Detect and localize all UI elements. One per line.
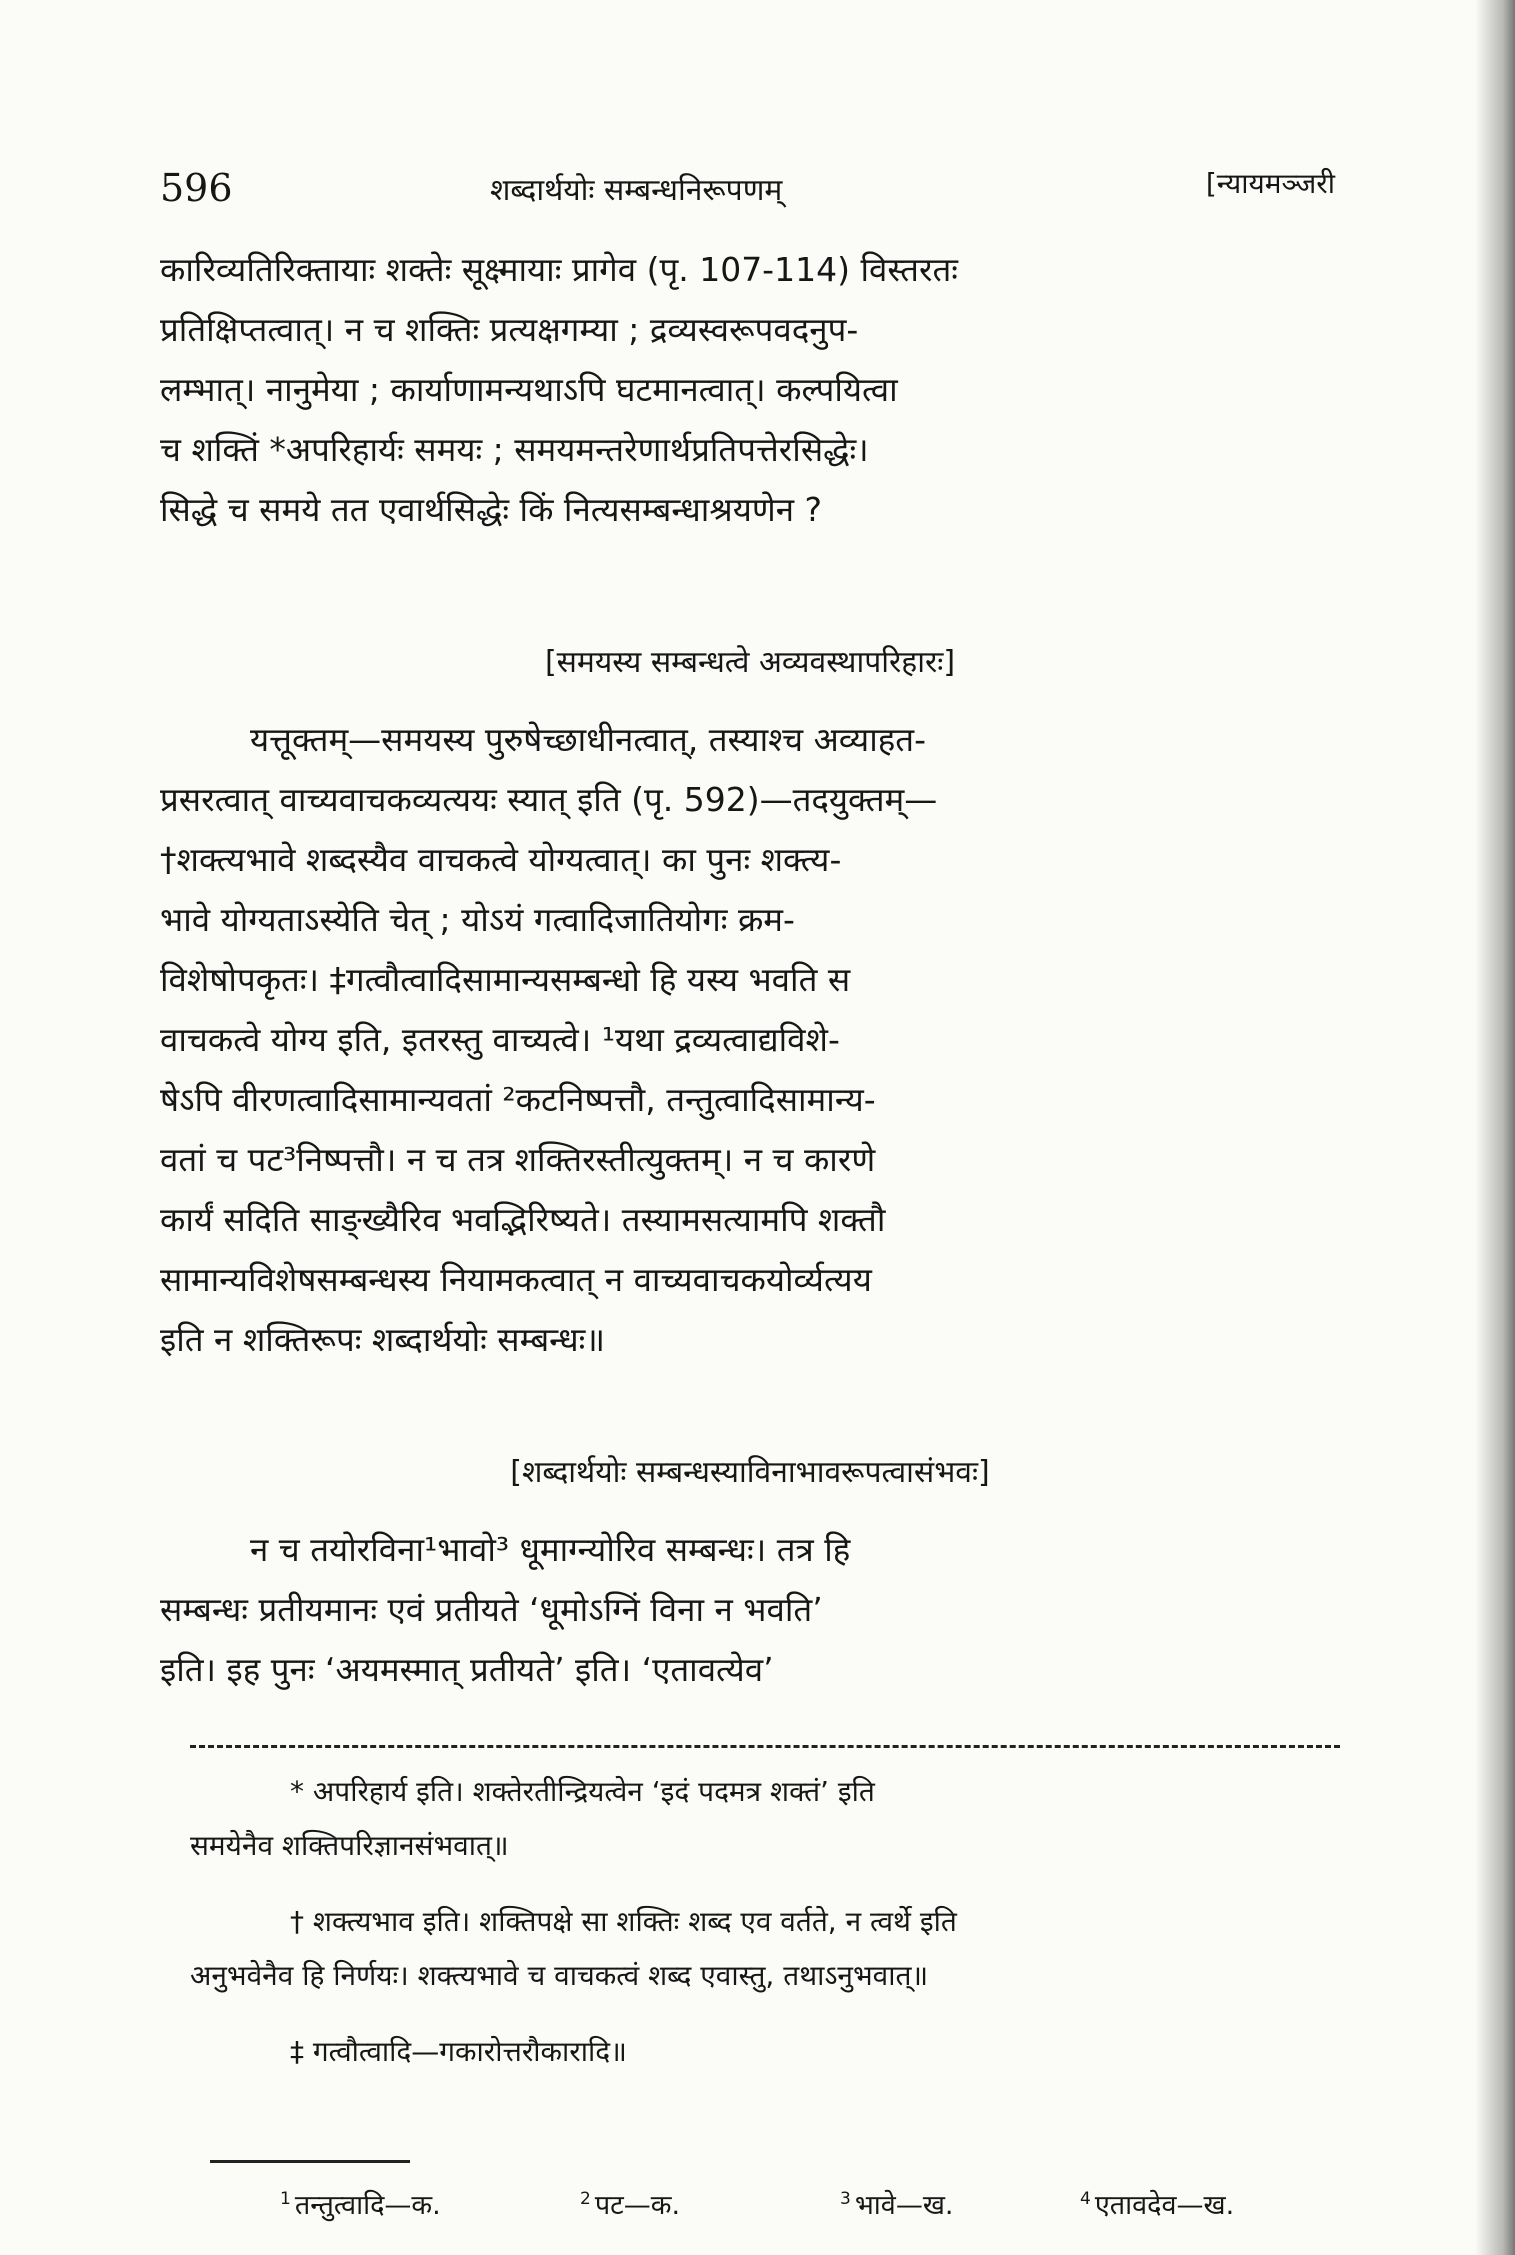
- text-line: वतां च पट³निष्पत्तौ। न च तत्र शक्तिरस्तीत्युक्तम्। न च कारणे: [160, 1140, 876, 1179]
- text-line: वाचकत्वे योग्य इति, इतरस्तु वाच्यत्वे। ¹यथा द्रव्यत्वाद्यविशे-: [160, 1020, 840, 1059]
- footnote-star: [190, 1765, 1340, 1873]
- variant-number: 4: [1080, 2189, 1091, 2209]
- text-line: विशेषोपकृतः। ‡गत्वौत्वादिसामान्यसम्बन्धो हि यस्य भवति स: [160, 960, 851, 999]
- page-number: 596: [160, 166, 233, 210]
- footnote-line: * अपरिहार्य इति। शक्तेरतीन्द्रियत्वेन ‘इदं पदमत्र शक्तं’ इति: [290, 1775, 875, 1808]
- text-line: प्रतिक्षिप्तत्वात्। न च शक्तिः प्रत्यक्षगम्या ; द्रव्यस्वरूपवदनुप-: [160, 310, 859, 349]
- variant-reading: [280, 2185, 441, 2222]
- paragraph-3: [160, 1520, 1340, 1700]
- text-line: इति न शक्तिरूपः शब्दार्थयोः सम्बन्धः॥: [160, 1320, 606, 1359]
- text-line: सम्बन्धः प्रतीयमानः एवं प्रतीयते ‘धूमोऽग्निं विना न भवति’: [160, 1590, 823, 1629]
- footnote-ddagger: [190, 2025, 1340, 2079]
- variant-text: भावे—ख.: [854, 2190, 954, 2221]
- variant-number: 2: [580, 2189, 591, 2209]
- paragraph-1: [160, 240, 1340, 540]
- book-spine-shadow: [1475, 0, 1515, 2255]
- text-line: लम्भात्। नानुमेया ; कार्याणामन्यथाऽपि घटमानत्वात्। कल्पयित्वा: [160, 370, 898, 409]
- text-line: यत्तूक्तम्—समयस्य पुरुषेच्छाधीनत्वात्, तस्याश्च अव्याहत-: [250, 720, 927, 759]
- text-line: न च तयोरविना¹भावो³ धूमाग्न्योरिव सम्बन्धः। तत्र हि: [250, 1530, 851, 1569]
- paragraph-2: [160, 710, 1340, 1370]
- text-line: भावे योग्यताऽस्येति चेत् ; योऽयं गत्वादिजातियोगः क्रम-: [160, 900, 795, 939]
- text-line: प्रसरत्वात् वाच्यवाचकव्यत्ययः स्यात् इति (पृ. 592)—तदयुक्तम्—: [160, 780, 938, 819]
- variant-text: एतावदेव—ख.: [1094, 2190, 1235, 2221]
- variant-text: तन्तुत्वादि—क.: [294, 2190, 441, 2221]
- text-line: षेऽपि वीरणत्वादिसामान्यवतां ²कटनिष्पत्तौ, तन्तुत्वादिसामान्य-: [160, 1080, 876, 1119]
- variant-text: पट—क.: [594, 2190, 681, 2221]
- running-title: शब्दार्थयोः सम्बन्धनिरूपणम्: [490, 173, 783, 208]
- variant-reading: [840, 2185, 953, 2222]
- footnote-line: अनुभवेनैव हि निर्णयः। शक्त्यभावे च वाचकत्वं शब्द एवास्तु, तथाऽनुभवात्॥: [190, 1959, 929, 1992]
- variant-divider: [210, 2160, 410, 2163]
- footnote-dagger: [190, 1895, 1340, 2003]
- footnote-line: समयेनैव शक्तिपरिज्ञानसंभवात्॥: [190, 1829, 509, 1862]
- text-line: सिद्धे च समये तत एवार्थसिद्धेः किं नित्यसम्बन्धाश्रयणेन ?: [160, 490, 823, 529]
- footnote-line: † शक्त्यभाव इति। शक्तिपक्षे सा शक्तिः शब्द एव वर्तते, न त्वर्थे इति: [290, 1905, 957, 1938]
- variant-reading: [1080, 2185, 1234, 2222]
- variant-number: 3: [840, 2189, 851, 2209]
- section-heading-2: [शब्दार्थयोः सम्बन्धस्याविनाभावरूपत्वासंभवः]: [510, 1455, 990, 1490]
- text-line: कार्यं सदिति साङ्ख्यैरिव भवद्भिरिष्यते। तस्यामसत्यामपि शक्तौ: [160, 1200, 886, 1239]
- variant-readings: [280, 2185, 1340, 2235]
- variant-reading: [580, 2185, 680, 2222]
- page-header: [160, 160, 1335, 220]
- footnote-divider: [190, 1745, 1340, 1748]
- book-title: [न्यायमञ्जरी: [1205, 167, 1335, 200]
- footnote-line: ‡ गत्वौत्वादि—गकारोत्तरौकारादि॥: [290, 2035, 627, 2068]
- text-line: †शक्त्यभावे शब्दस्यैव वाचकत्वे योग्यत्वात्। का पुनः शक्त्य-: [160, 840, 842, 879]
- text-line: च शक्तिं *अपरिहार्यः समयः ; समयमन्तरेणार्थप्रतिपत्तेरसिद्धेः।: [160, 430, 869, 469]
- text-line: सामान्यविशेषसम्बन्धस्य नियामकत्वात् न वाच्यवाचकयोर्व्यत्यय: [160, 1260, 872, 1299]
- section-heading-1: [समयस्य सम्बन्धत्वे अव्यवस्थापरिहारः]: [544, 645, 956, 680]
- text-line: इति। इह पुनः ‘अयमस्मात् प्रतीयते’ इति। ‘एतावत्येव’: [160, 1650, 774, 1689]
- text-line: कारिव्यतिरिक्तायाः शक्तेः सूक्ष्मायाः प्रागेव (पृ. 107-114) विस्तरतः: [160, 250, 958, 289]
- variant-number: 1: [280, 2189, 291, 2209]
